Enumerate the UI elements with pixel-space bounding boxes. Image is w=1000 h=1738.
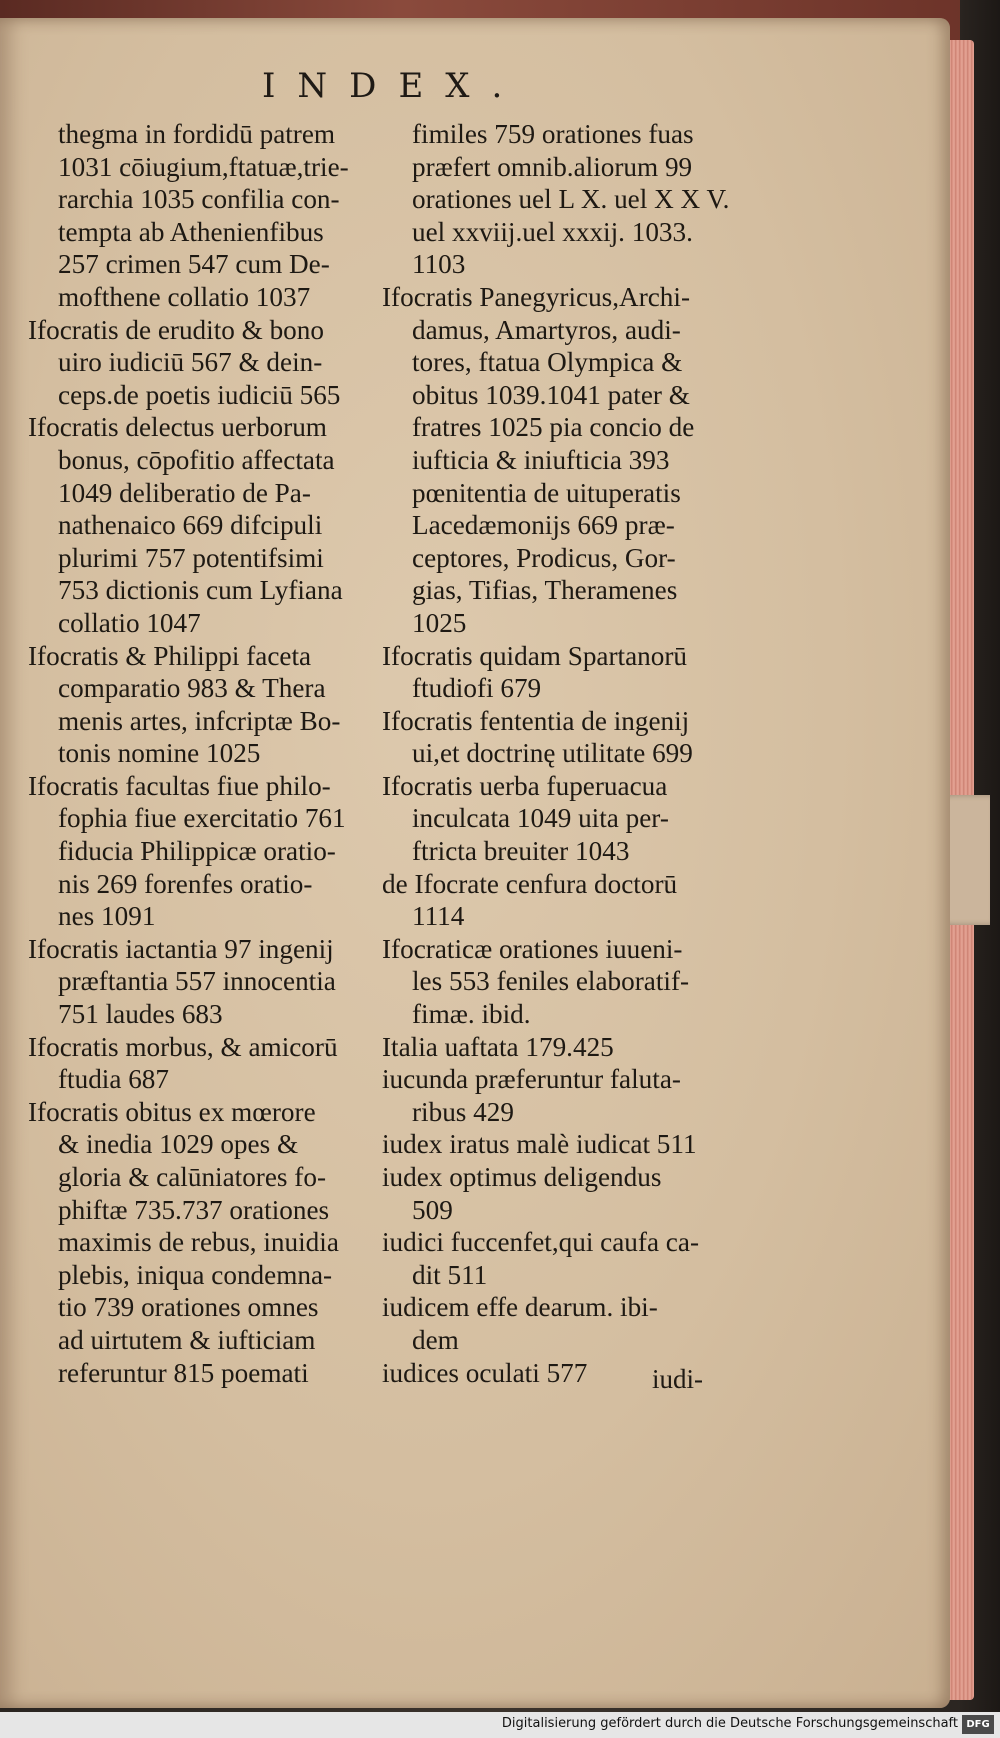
index-line: mofthene collatio 1037: [58, 281, 311, 312]
index-line: tio 739 orationes omnes: [58, 1292, 319, 1323]
index-line: plebis, iniqua condemna-: [58, 1259, 333, 1290]
index-line: 1031 cōiugium,ftatuæ,trie-: [58, 151, 349, 182]
catchword: iudi-: [652, 1364, 703, 1394]
index-line: ceps.de poetis iudiciū 565: [58, 379, 341, 410]
index-line: uiro iudiciū 567 & dein-: [58, 347, 323, 378]
index-line: inculcata 1049 uita per-: [412, 803, 669, 834]
index-line: les 553 feniles elaboratif-: [412, 966, 690, 997]
index-line: 257 crimen 547 cum De-: [58, 249, 330, 280]
index-line: Ifocratis & Philippi faceta: [28, 640, 312, 671]
index-line: rarchia 1035 confilia con-: [58, 184, 340, 215]
index-line: fratres 1025 pia concio de: [412, 412, 695, 443]
page-header: INDEX.: [262, 66, 525, 106]
index-line: Ifocratis morbus, & amicorū: [28, 1031, 338, 1062]
index-line: plurimi 757 potentifsimi: [58, 542, 324, 573]
left-column: [28, 118, 368, 1389]
index-line: Ifocratis Panegyricus,Archi-: [382, 281, 691, 312]
index-line: iudex iratus malè iudicat 511: [382, 1129, 697, 1160]
index-line: iudici fuccenfet,qui caufa ca-: [382, 1227, 699, 1258]
index-line: 1025: [412, 607, 467, 638]
index-line: fimæ. ibid.: [412, 999, 531, 1030]
right-column: [382, 118, 742, 1389]
index-line: nes 1091: [58, 901, 156, 932]
index-line: ftricta breuiter 1043: [412, 836, 630, 867]
index-line: ui,et doctrinę utilitate 699: [412, 738, 693, 769]
index-line: de Ifocrate cenfura doctorū: [382, 868, 678, 899]
index-line: Italia uaftata 179.425: [382, 1031, 614, 1062]
index-line: iufticia & iniufticia 393: [412, 444, 670, 475]
index-line: tempta ab Athenienfibus: [58, 216, 324, 247]
index-line: fophia fiue exercitatio 761: [58, 803, 346, 834]
index-line: dit 511: [412, 1259, 488, 1290]
index-line: iudices oculati 577: [382, 1357, 588, 1388]
index-line: referuntur 815 poemati: [58, 1357, 309, 1388]
index-line: ftudiofi 679: [412, 673, 542, 704]
index-line: orationes uel L X. uel X X V.: [412, 184, 730, 215]
index-line: Ifocraticæ orationes iuueni-: [382, 933, 683, 964]
index-line: iudex optimus deligendus: [382, 1162, 662, 1192]
index-line: thegma in fordidū patrem: [58, 119, 336, 149]
index-line: dem: [412, 1324, 459, 1355]
index-line: phiftæ 735.737 orationes: [58, 1194, 330, 1225]
index-line: iucunda præferuntur faluta-: [382, 1064, 681, 1095]
index-line: 1049 deliberatio de Pa-: [58, 477, 311, 508]
index-line: Lacedæmonijs 669 præ-: [412, 510, 675, 541]
index-line: nis 269 forenfes oratio-: [58, 868, 313, 899]
index-line: menis artes, infcriptæ Bo-: [58, 705, 341, 736]
index-line: ad uirtutem & iufticiam: [58, 1324, 316, 1355]
index-line: damus, Amartyros, audi-: [412, 314, 681, 345]
index-line: obitus 1039.1041 pater &: [412, 379, 690, 410]
index-line: 509: [412, 1194, 453, 1225]
dfg-logo: DFG: [962, 1715, 994, 1734]
index-line: Ifocratis facultas fiue philo-: [28, 770, 331, 801]
index-line: maximis de rebus, inuidia: [58, 1227, 339, 1258]
index-line: uel xxviij.uel xxxij. 1033.: [412, 216, 693, 247]
footer-bar: [0, 1712, 1000, 1738]
index-line: præfert omnib.aliorum 99: [412, 151, 693, 182]
index-line: & inedia 1029 opes &: [58, 1129, 299, 1160]
index-line: Ifocratis quidam Spartanorū: [382, 640, 688, 671]
index-line: pœnitentia de uituperatis: [412, 477, 681, 508]
index-line: fimiles 759 orationes fuas: [412, 119, 694, 149]
index-line: 1103: [412, 249, 466, 280]
index-line: collatio 1047: [58, 607, 201, 638]
index-line: Ifocratis de erudito & bono: [28, 314, 324, 345]
index-line: Ifocratis delectus uerborum: [28, 412, 327, 443]
index-line: præftantia 557 innocentia: [58, 966, 336, 997]
index-line: Ifocratis uerba fuperuacua: [382, 770, 668, 801]
index-line: ceptores, Prodicus, Gor-: [412, 542, 676, 573]
index-line: 751 laudes 683: [58, 999, 223, 1030]
index-line: gias, Tifias, Theramenes: [412, 575, 678, 606]
index-line: bonus, cōpofitio affectata: [58, 444, 335, 475]
index-line: Ifocratis obitus ex mœrore: [28, 1096, 316, 1127]
index-line: 1114: [412, 901, 465, 932]
index-line: nathenaico 669 difcipuli: [58, 510, 323, 541]
index-line: fiducia Philippicæ oratio-: [58, 836, 336, 867]
index-line: ftudia 687: [58, 1064, 169, 1095]
footer-credit: Digitalisierung gefördert durch die Deutsche Forschungsgemeinschaft: [501, 1716, 958, 1731]
index-line: 753 dictionis cum Lyfiana: [58, 575, 343, 606]
index-line: tonis nomine 1025: [58, 738, 261, 769]
index-line: gloria & calūniatores fo-: [58, 1162, 326, 1192]
index-line: tores, ftatua Olympica &: [412, 347, 683, 378]
index-line: Ifocratis fententia de ingenij: [382, 705, 690, 736]
index-line: iudicem effe dearum. ibi-: [382, 1292, 658, 1323]
index-line: Ifocratis iactantia 97 ingenij: [28, 933, 334, 964]
index-line: ribus 429: [412, 1096, 514, 1127]
index-line: comparatio 983 & Thera: [58, 673, 326, 704]
